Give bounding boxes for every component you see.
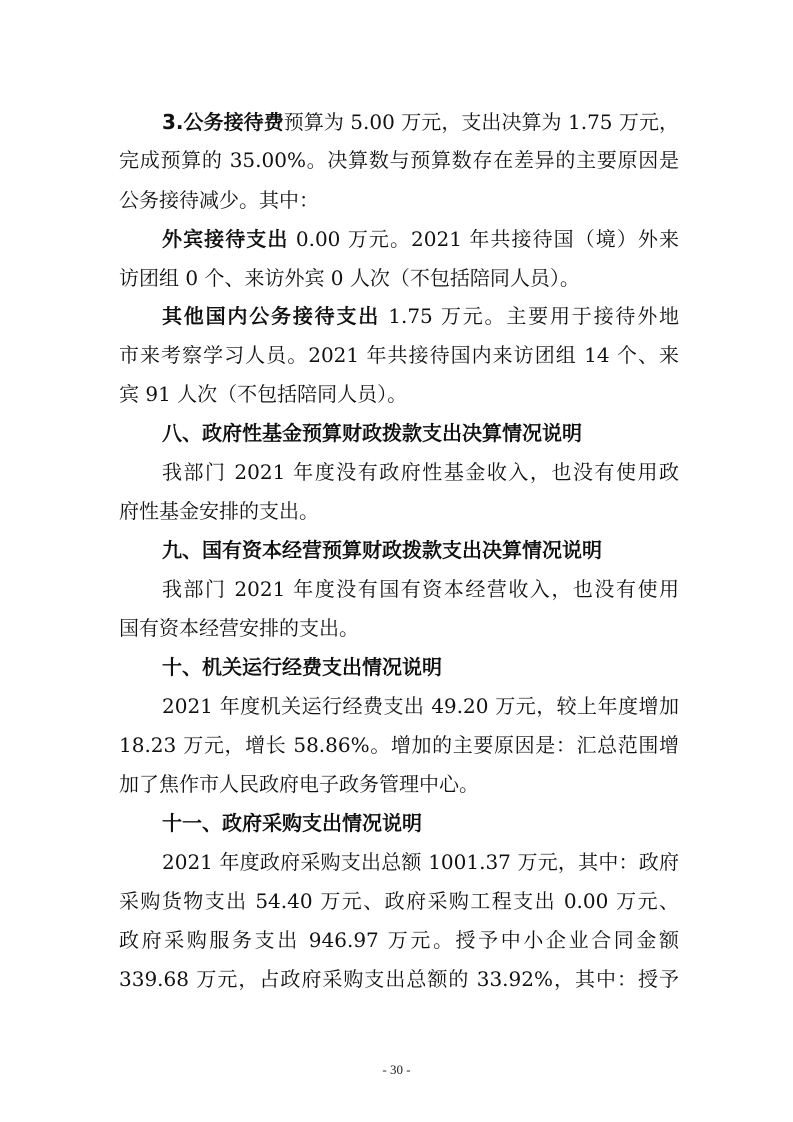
paragraph-line: 府性基金安排的支出。 bbox=[119, 499, 319, 523]
paragraph-line: 339.68 万元，占政府采购支出总额的 33.92%，其中：授予 bbox=[119, 967, 679, 991]
paragraph-line: 宾 91 人次（不包括陪同人员）。 bbox=[119, 382, 408, 406]
paragraph-line: 政府采购服务支出 946.97 万元。授予中小企业合同金额 bbox=[119, 928, 679, 952]
section-heading: 九、国有资本经营预算财政拨款支出决算情况说明 bbox=[162, 538, 602, 562]
section-heading: 八、政府性基金预算财政拨款支出决算情况说明 bbox=[162, 421, 582, 445]
bold-lead: 其他国内公务接待支出 bbox=[162, 304, 381, 328]
paragraph-line: 外宾接待支出 0.00 万元。2021 年共接待国（境）外来 bbox=[162, 227, 679, 251]
bold-lead: 3.公务接待费 bbox=[162, 110, 284, 134]
paragraph-line: 访团组 0 个、来访外宾 0 人次（不包括陪同人员）。 bbox=[119, 266, 580, 290]
paragraph-line: 加了焦作市人民政府电子政务管理中心。 bbox=[119, 772, 479, 796]
paragraph-line: 18.23 万元，增长 58.86%。增加的主要原因是：汇总范围增 bbox=[119, 733, 679, 757]
paragraph-line: 采购货物支出 54.40 万元、政府采购工程支出 0.00 万元、 bbox=[119, 889, 679, 913]
paragraph-line: 公务接待减少。其中： bbox=[119, 188, 319, 212]
paragraph-line: 完成预算的 35.00%。决算数与预算数存在差异的主要原因是 bbox=[119, 148, 679, 172]
paragraph-line: 2021 年度机关运行经费支出 49.20 万元，较上年度增加 bbox=[162, 694, 679, 718]
section-heading: 十、机关运行经费支出情况说明 bbox=[162, 655, 442, 679]
paragraph-line: 我部门 2021 年度没有国有资本经营收入，也没有使用 bbox=[162, 577, 679, 601]
paragraph-line: 市来考察学习人员。2021 年共接待国内来访团组 14 个、来 bbox=[119, 343, 679, 367]
paragraph-line: 3.公务接待费预算为 5.00 万元，支出决算为 1.75 万元， bbox=[162, 110, 679, 134]
bold-lead: 外宾接待支出 bbox=[162, 227, 289, 251]
paragraph-line: 国有资本经营安排的支出。 bbox=[119, 616, 359, 640]
paragraph-line: 其他国内公务接待支出 1.75 万元。主要用于接待外地 bbox=[162, 304, 679, 328]
section-heading: 十一、政府采购支出情况说明 bbox=[162, 811, 422, 835]
page-number: - 30 - bbox=[382, 1062, 411, 1077]
paragraph-line: 2021 年度政府采购支出总额 1001.37 万元，其中：政府 bbox=[162, 850, 679, 874]
paragraph-line: 我部门 2021 年度没有政府性基金收入，也没有使用政 bbox=[162, 460, 679, 484]
